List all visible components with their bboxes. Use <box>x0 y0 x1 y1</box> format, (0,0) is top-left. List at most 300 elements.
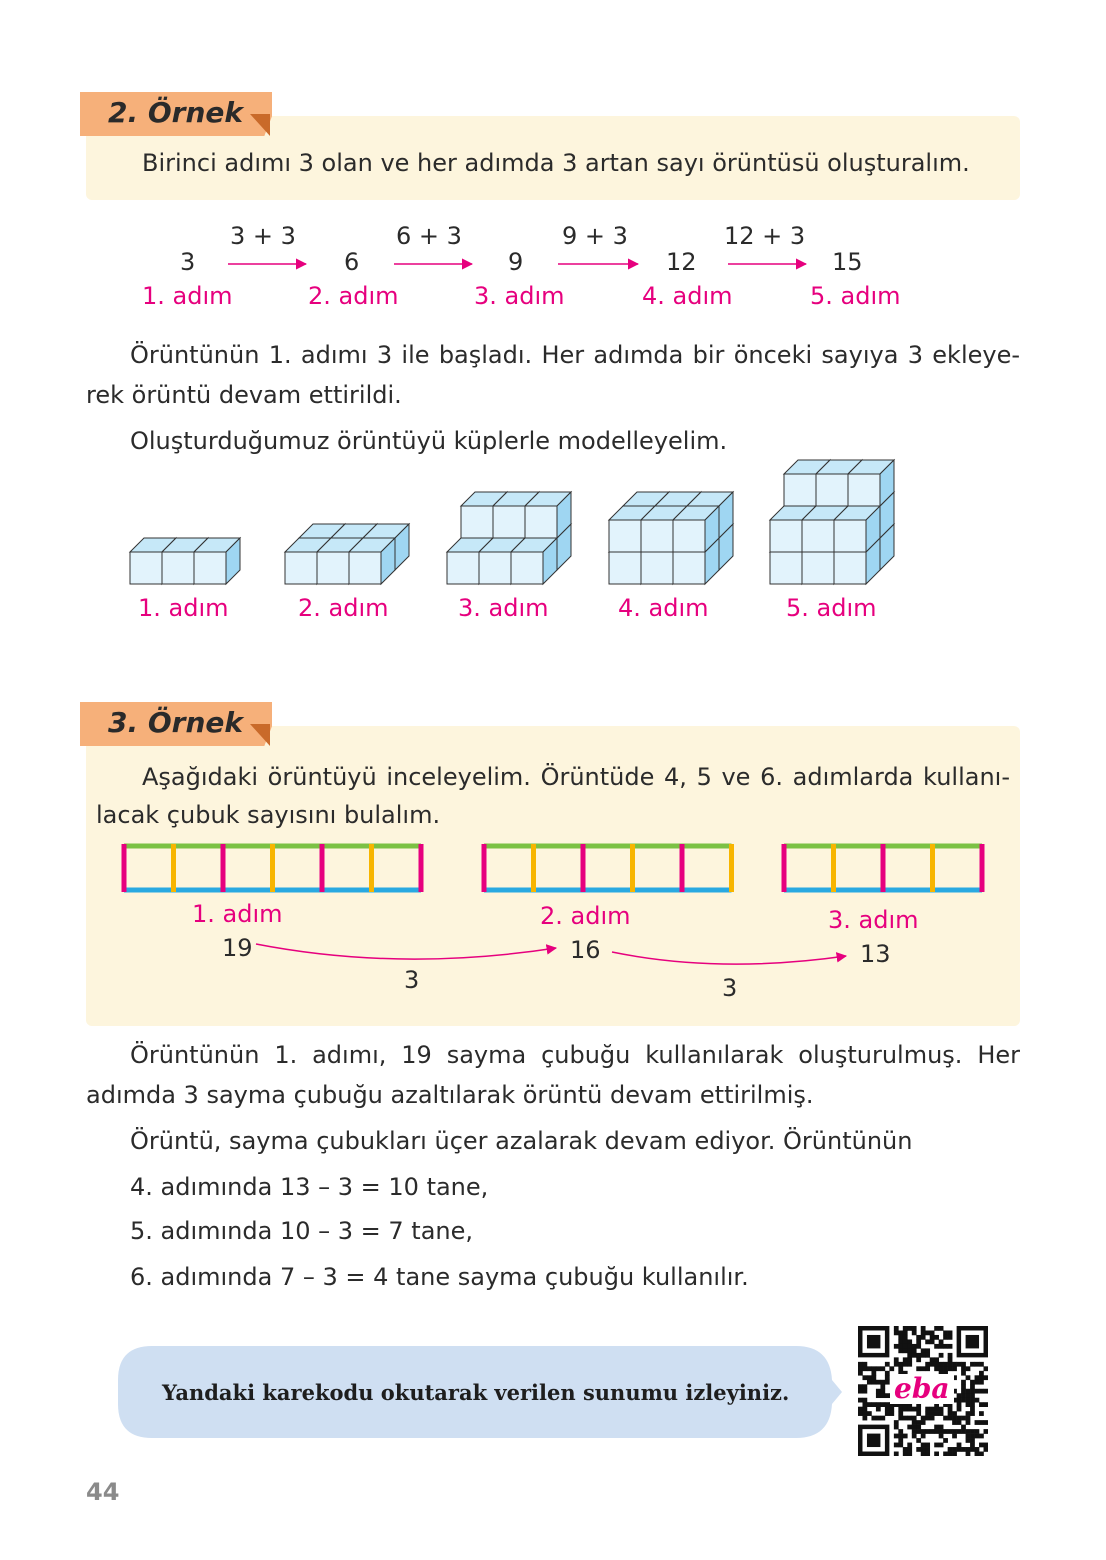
qr-module <box>970 1393 975 1398</box>
qr-module <box>907 1443 912 1448</box>
qr-module <box>961 1362 966 1367</box>
qr-module <box>916 1339 921 1344</box>
qr-module <box>907 1407 912 1412</box>
qr-module <box>898 1443 903 1448</box>
qr-module <box>921 1452 926 1456</box>
qr-module <box>903 1335 908 1340</box>
qr-module <box>948 1416 953 1421</box>
qr-module <box>939 1344 944 1349</box>
qr-module <box>894 1344 899 1349</box>
tag-fold <box>250 724 270 746</box>
cube <box>673 552 705 584</box>
qr-module <box>921 1326 926 1331</box>
qr-module <box>975 1447 980 1452</box>
qr-module <box>961 1447 966 1452</box>
qr-module <box>898 1416 903 1421</box>
qr-module <box>894 1452 899 1456</box>
sequence-operation: 6 + 3 <box>396 222 462 250</box>
step-label: 5. adım <box>810 282 901 310</box>
qr-finder-center <box>867 1434 880 1447</box>
qr-module <box>916 1425 921 1430</box>
qr-module <box>930 1357 935 1362</box>
cube-step-label: 5. adım <box>786 594 877 622</box>
qr-module <box>948 1362 953 1367</box>
example2-paragraph-line1: Örüntünün 1. adımı 3 ile başladı. Her adımda bir önceki sayıya 3 ekleye- <box>130 341 1020 369</box>
qr-module <box>898 1411 903 1416</box>
qr-module <box>894 1362 899 1367</box>
qr-module <box>894 1330 899 1335</box>
qr-module <box>916 1335 921 1340</box>
cube <box>461 506 493 538</box>
qr-module <box>898 1362 903 1367</box>
qr-module <box>867 1366 872 1371</box>
qr-module <box>921 1443 926 1448</box>
qr-module <box>952 1362 957 1367</box>
qr-module <box>916 1411 921 1416</box>
qr-module <box>925 1416 930 1421</box>
qr-module <box>858 1407 863 1412</box>
qr-module <box>885 1371 890 1376</box>
example3-paragraph2: Örüntü, sayma çubukları üçer azalarak devam ediyor. Örüntünün <box>130 1127 913 1155</box>
qr-module <box>880 1384 885 1389</box>
example3-title: 3. Örnek <box>108 706 244 739</box>
qr-module <box>984 1447 988 1452</box>
cube <box>609 520 641 552</box>
qr-module <box>975 1362 980 1367</box>
qr-module <box>871 1366 876 1371</box>
cube <box>802 552 834 584</box>
qr-module <box>970 1398 975 1403</box>
qr-module <box>903 1416 908 1421</box>
cube-step-label: 1. adım <box>138 594 229 622</box>
qr-module <box>916 1344 921 1349</box>
qr-module <box>966 1402 971 1407</box>
cube <box>848 474 880 506</box>
cube-group <box>130 538 240 584</box>
qr-module <box>907 1339 912 1344</box>
qr-module <box>934 1335 939 1340</box>
cube <box>641 552 673 584</box>
qr-module <box>961 1398 966 1403</box>
cube <box>609 552 641 584</box>
qr-module <box>912 1416 917 1421</box>
qr-module <box>970 1443 975 1448</box>
qr-module <box>925 1452 930 1456</box>
qr-module <box>876 1416 881 1421</box>
qr-module <box>984 1375 988 1380</box>
stick-count: 13 <box>860 940 891 968</box>
qr-module <box>934 1362 939 1367</box>
qr-module <box>898 1344 903 1349</box>
example3-paragraph-line2: adımda 3 sayma çubuğu azaltılarak örüntü devam ettirilmiş. <box>86 1081 814 1109</box>
qr-module <box>898 1339 903 1344</box>
stick-pattern <box>484 844 732 892</box>
qr-module <box>984 1429 988 1434</box>
qr-module <box>921 1434 926 1439</box>
qr-module <box>970 1429 975 1434</box>
qr-module <box>889 1366 894 1371</box>
qr-module <box>921 1353 926 1358</box>
qr-module <box>957 1443 962 1448</box>
qr-module <box>921 1366 926 1371</box>
qr-module <box>984 1420 988 1425</box>
qr-module <box>961 1384 966 1389</box>
qr-module <box>966 1393 971 1398</box>
qr-module <box>984 1402 988 1407</box>
qr-module <box>903 1326 908 1331</box>
stick-pattern <box>124 844 421 892</box>
qr-module <box>916 1353 921 1358</box>
qr-module <box>948 1335 953 1340</box>
cube <box>194 552 226 584</box>
qr-module <box>885 1362 890 1367</box>
qr-module <box>961 1416 966 1421</box>
example2-title: 2. Örnek <box>108 96 244 129</box>
qr-module <box>925 1407 930 1412</box>
qr-module <box>939 1434 944 1439</box>
qr-module <box>858 1384 863 1389</box>
qr-module <box>894 1425 899 1430</box>
qr-module <box>912 1434 917 1439</box>
qr-module <box>921 1335 926 1340</box>
qr-module <box>930 1407 935 1412</box>
qr-module <box>916 1366 921 1371</box>
qr-module <box>966 1429 971 1434</box>
qr-module <box>907 1452 912 1456</box>
qr-module <box>961 1429 966 1434</box>
qr-module <box>894 1326 899 1331</box>
cube-group <box>609 492 733 584</box>
difference-value: 3 <box>722 974 738 1002</box>
qr-module <box>943 1344 948 1349</box>
qr-module <box>970 1384 975 1389</box>
difference-value: 3 <box>404 966 420 994</box>
qr-module <box>979 1402 984 1407</box>
qr-finder-center <box>966 1335 979 1348</box>
qr-module <box>966 1411 971 1416</box>
stick-pattern <box>784 844 982 892</box>
example3-paragraph-line1: Örüntünün 1. adımı, 19 sayma çubuğu kullanılarak oluşturulmuş. Her <box>130 1041 1020 1069</box>
qr-module <box>984 1443 988 1448</box>
qr-module <box>975 1398 980 1403</box>
qr-module <box>916 1447 921 1452</box>
cube-models <box>0 450 1106 600</box>
qr-module <box>885 1402 890 1407</box>
sequence-operation: 9 + 3 <box>562 222 628 250</box>
cube <box>493 506 525 538</box>
qr-module <box>907 1344 912 1349</box>
qr-module <box>916 1420 921 1425</box>
qr-module <box>903 1348 908 1353</box>
cube <box>834 552 866 584</box>
qr-module <box>966 1447 971 1452</box>
qr-finder-center <box>867 1335 880 1348</box>
qr-module <box>912 1429 917 1434</box>
qr-module <box>943 1335 948 1340</box>
qr-module <box>943 1366 948 1371</box>
qr-module <box>862 1384 867 1389</box>
qr-module <box>943 1452 948 1456</box>
qr-module <box>939 1362 944 1367</box>
sequence-arrows <box>0 250 1106 280</box>
qr-module <box>957 1398 962 1403</box>
qr-module <box>907 1348 912 1353</box>
qr-module <box>939 1339 944 1344</box>
qr-module <box>903 1357 908 1362</box>
qr-module <box>948 1411 953 1416</box>
qr-module <box>943 1429 948 1434</box>
cube <box>784 474 816 506</box>
qr-module <box>939 1353 944 1358</box>
qr-module <box>943 1416 948 1421</box>
qr-module <box>934 1411 939 1416</box>
qr-module <box>975 1429 980 1434</box>
qr-module <box>948 1366 953 1371</box>
qr-module <box>943 1362 948 1367</box>
qr-module <box>858 1371 863 1376</box>
qr-module <box>925 1353 930 1358</box>
qr-module <box>912 1353 917 1358</box>
qr-module <box>921 1348 926 1353</box>
qr-module <box>903 1407 908 1412</box>
qr-module <box>921 1447 926 1452</box>
qr-module <box>975 1452 980 1456</box>
qr-module <box>871 1371 876 1376</box>
qr-module <box>966 1375 971 1380</box>
cube <box>511 552 543 584</box>
qr-module <box>858 1366 863 1371</box>
tag-fold <box>250 114 270 136</box>
qr-module <box>934 1429 939 1434</box>
qr-module <box>925 1366 930 1371</box>
qr-module <box>912 1348 917 1353</box>
sequence-operation: 12 + 3 <box>724 222 806 250</box>
qr-module <box>934 1357 939 1362</box>
qr-module <box>970 1389 975 1394</box>
qr-module <box>970 1362 975 1367</box>
qr-module <box>862 1398 867 1403</box>
example2-intro: Birinci adımı 3 olan ve her adımda 3 artan sayı örüntüsü oluşturalım. <box>142 149 970 177</box>
cube <box>447 552 479 584</box>
qr-module <box>862 1411 867 1416</box>
qr-module <box>939 1411 944 1416</box>
qr-module <box>858 1411 863 1416</box>
qr-module <box>930 1330 935 1335</box>
qr-module <box>880 1366 885 1371</box>
qr-module <box>948 1330 953 1335</box>
step-label: 1. adım <box>142 282 233 310</box>
qr-module <box>907 1425 912 1430</box>
qr-module <box>939 1326 944 1331</box>
qr-module <box>979 1443 984 1448</box>
qr-module <box>867 1411 872 1416</box>
qr-module <box>862 1407 867 1412</box>
qr-module <box>948 1357 953 1362</box>
qr-module <box>925 1429 930 1434</box>
qr-module <box>880 1402 885 1407</box>
qr-module <box>898 1434 903 1439</box>
qr-module <box>961 1425 966 1430</box>
qr-module <box>858 1398 863 1403</box>
sequence-number: 12 <box>666 248 697 276</box>
qr-module <box>862 1362 867 1367</box>
cube-group <box>285 524 409 584</box>
stick-step-label: 1. adım <box>192 900 283 928</box>
sequence-number: 6 <box>344 248 360 276</box>
qr-module <box>961 1371 966 1376</box>
qr-module <box>925 1411 930 1416</box>
example2-paragraph-line2: rek örüntü devam ettirildi. <box>86 381 402 409</box>
qr-module <box>957 1402 962 1407</box>
qr-module <box>966 1398 971 1403</box>
qr-module <box>867 1375 872 1380</box>
qr-module <box>876 1407 881 1412</box>
cube <box>130 552 162 584</box>
qr-module <box>862 1389 867 1394</box>
qr-module <box>948 1353 953 1358</box>
curved-arrow-icon <box>256 944 556 959</box>
qr-module <box>862 1375 867 1380</box>
qr-module <box>903 1362 908 1367</box>
qr-module <box>970 1411 975 1416</box>
cube <box>349 552 381 584</box>
qr-module <box>934 1344 939 1349</box>
qr-module <box>957 1407 962 1412</box>
qr-module <box>975 1420 980 1425</box>
qr-module <box>925 1330 930 1335</box>
qr-module <box>952 1447 957 1452</box>
cube <box>479 552 511 584</box>
cube-group <box>770 460 894 584</box>
qr-module <box>975 1380 980 1385</box>
qr-module <box>880 1389 885 1394</box>
example3-step-line: 4. adımında 13 – 3 = 10 tane, <box>130 1173 489 1201</box>
qr-module <box>885 1411 890 1416</box>
qr-module <box>903 1434 908 1439</box>
cube <box>162 552 194 584</box>
qr-module <box>966 1416 971 1421</box>
qr-module <box>957 1362 962 1367</box>
qr-module <box>939 1407 944 1412</box>
cube <box>816 474 848 506</box>
qr-module <box>880 1393 885 1398</box>
qr-module <box>934 1366 939 1371</box>
step-label: 3. adım <box>474 282 565 310</box>
example2-paragraph2: Oluşturduğumuz örüntüyü küplerle modelleyelim. <box>130 427 728 455</box>
qr-module <box>885 1380 890 1385</box>
sequence-operation: 3 + 3 <box>230 222 296 250</box>
qr-module <box>966 1438 971 1443</box>
qr-module <box>862 1416 867 1421</box>
qr-module <box>925 1443 930 1448</box>
sequence-number: 9 <box>508 248 524 276</box>
qr-module <box>898 1366 903 1371</box>
qr-module <box>912 1407 917 1412</box>
qr-module <box>979 1434 984 1439</box>
stick-patterns <box>0 836 1106 906</box>
qr-module <box>912 1330 917 1335</box>
cube <box>834 520 866 552</box>
qr-module <box>970 1380 975 1385</box>
qr-module <box>970 1434 975 1439</box>
qr-module <box>876 1393 881 1398</box>
qr-module <box>970 1438 975 1443</box>
qr-module <box>925 1339 930 1344</box>
cube <box>770 552 802 584</box>
qr-module <box>961 1393 966 1398</box>
qr-module <box>889 1411 894 1416</box>
qr-module <box>952 1411 957 1416</box>
stick-count: 16 <box>570 936 601 964</box>
qr-module <box>961 1366 966 1371</box>
qr-module <box>952 1420 957 1425</box>
qr-note-text: Yandaki karekodu okutarak verilen sunumu izleyiniz. <box>162 1380 790 1405</box>
qr-module <box>898 1438 903 1443</box>
qr-module <box>979 1420 984 1425</box>
qr-module <box>867 1380 872 1385</box>
qr-module <box>966 1366 971 1371</box>
qr-module <box>979 1371 984 1376</box>
qr-module <box>979 1362 984 1367</box>
qr-module <box>961 1389 966 1394</box>
qr-module <box>979 1411 984 1416</box>
qr-module <box>907 1447 912 1452</box>
qr-module <box>979 1452 984 1456</box>
qr-module <box>957 1447 962 1452</box>
qr-module <box>912 1326 917 1331</box>
qr-module <box>925 1348 930 1353</box>
qr-module <box>894 1443 899 1448</box>
qr-module <box>898 1348 903 1353</box>
qr-module <box>907 1416 912 1421</box>
qr-module <box>930 1416 935 1421</box>
qr-module <box>930 1339 935 1344</box>
qr-module <box>979 1375 984 1380</box>
qr-module <box>948 1452 953 1456</box>
qr-module <box>934 1326 939 1331</box>
qr-module <box>871 1416 876 1421</box>
qr-module <box>957 1420 962 1425</box>
stick-step-label: 3. adım <box>828 906 919 934</box>
cube-step-label: 3. adım <box>458 594 549 622</box>
qr-module <box>916 1407 921 1412</box>
qr-module <box>871 1402 876 1407</box>
qr-module <box>916 1357 921 1362</box>
qr-module <box>975 1375 980 1380</box>
qr-module <box>948 1447 953 1452</box>
qr-module <box>966 1434 971 1439</box>
page-number: 44 <box>86 1478 120 1506</box>
qr-module <box>876 1389 881 1394</box>
qr-module <box>903 1344 908 1349</box>
qr-module <box>903 1339 908 1344</box>
qr-module <box>952 1416 957 1421</box>
qr-module <box>952 1429 957 1434</box>
qr-module <box>984 1366 988 1371</box>
qr-module <box>889 1407 894 1412</box>
qr-module <box>871 1380 876 1385</box>
qr-module <box>934 1452 939 1456</box>
cube <box>802 520 834 552</box>
qr-module <box>979 1389 984 1394</box>
example3-intro-line1: Aşağıdaki örüntüyü inceleyelim. Örüntüde 4, 5 ve 6. adımlarda kullanı- <box>142 763 1010 791</box>
qr-module <box>876 1380 881 1385</box>
qr-module <box>970 1402 975 1407</box>
qr-module <box>930 1362 935 1367</box>
cube <box>317 552 349 584</box>
cube <box>285 552 317 584</box>
qr-module <box>894 1357 899 1362</box>
